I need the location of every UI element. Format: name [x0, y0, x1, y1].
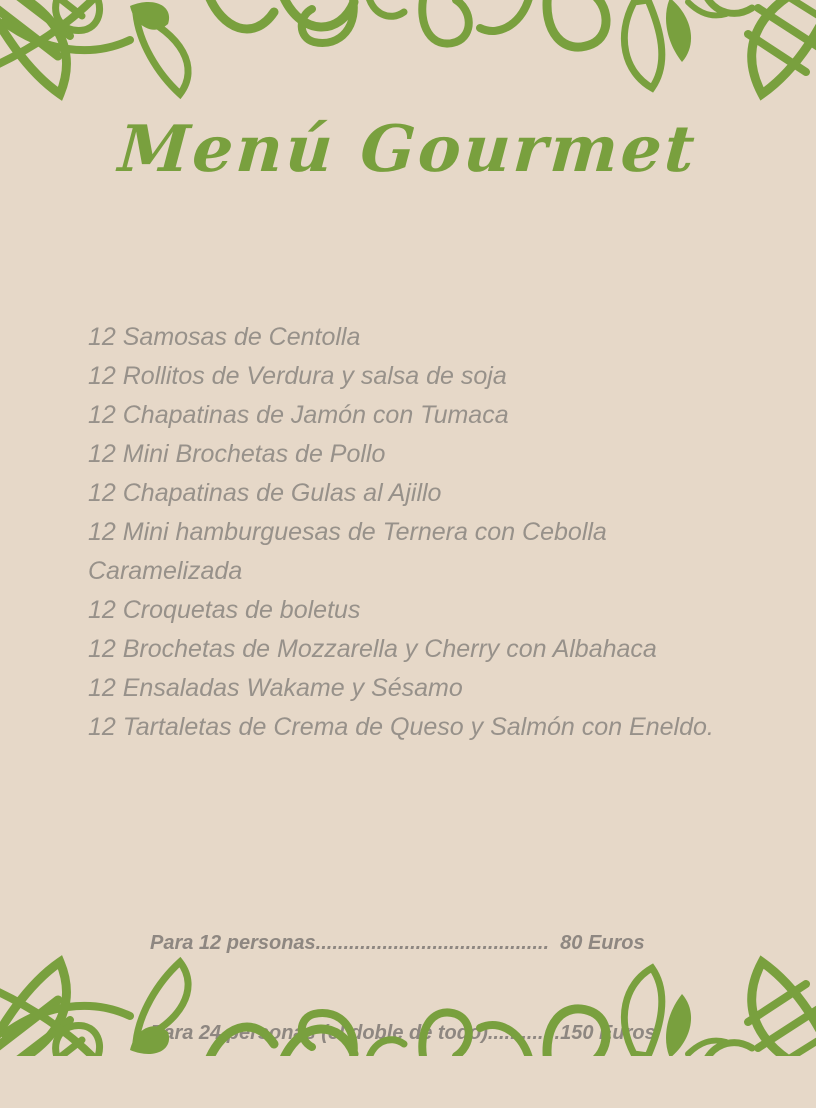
price-line-12-personas: Para 12 personas.......................................... 80 Euros — [150, 932, 645, 954]
price-line-24-personas: Para 24 personas (el doble de todo).............150 Euros — [150, 1022, 656, 1044]
menu-item-list — [88, 318, 748, 747]
pricing-section — [150, 868, 656, 1108]
leaf-border-top-decoration-icon — [0, 0, 816, 130]
menu-item: 12 Mini Brochetas de Pollo — [88, 440, 386, 468]
menu-item: 12 Rollitos de Verdura y salsa de soja — [88, 362, 507, 390]
menu-item: 12 Ensaladas Wakame y Sésamo — [88, 674, 463, 702]
menu-item: 12 Tartaletas de Crema de Queso y Salmón con Eneldo. — [88, 713, 714, 741]
menu-item: 12 Croquetas de boletus — [88, 596, 361, 624]
page-title: Menú Gourmet — [116, 112, 700, 187]
menu-item: 12 Mini hamburguesas de Ternera con Cebolla Caramelizada — [88, 518, 607, 585]
menu-item: 12 Brochetas de Mozzarella y Cherry con Albahaca — [88, 635, 657, 663]
menu-item: 12 Chapatinas de Gulas al Ajillo — [88, 479, 442, 507]
menu-item: 12 Chapatinas de Jamón con Tumaca — [88, 401, 509, 429]
menu-item: 12 Samosas de Centolla — [88, 323, 361, 351]
